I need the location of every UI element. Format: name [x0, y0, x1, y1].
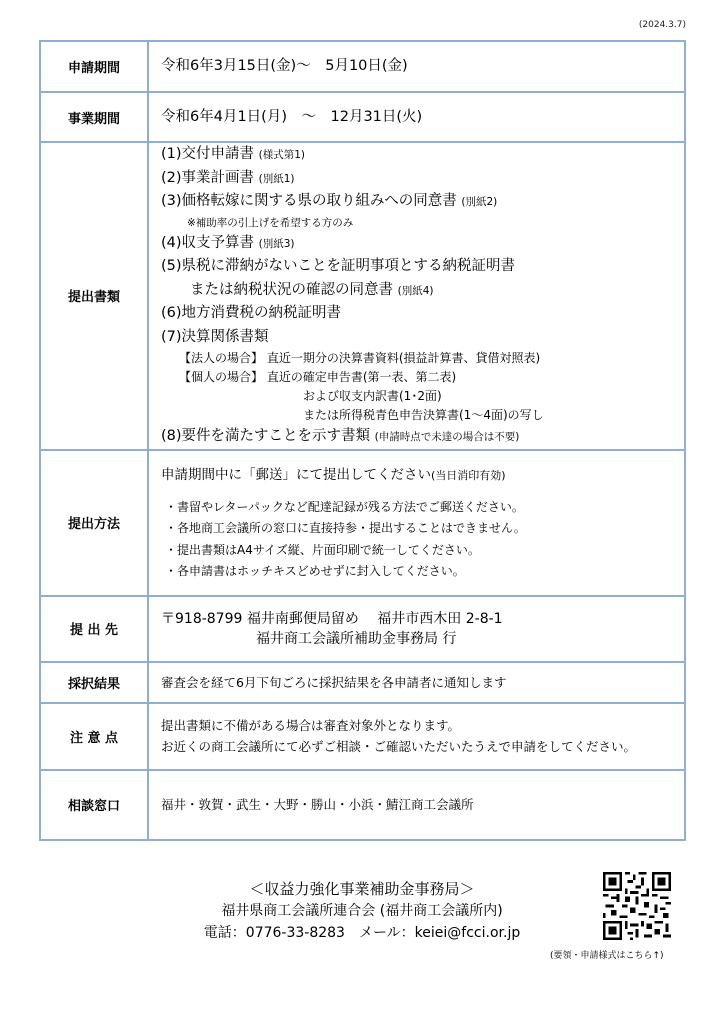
- qr-caption: (要領・申請様式はこちら↑): [550, 951, 664, 961]
- consult-value: 福井・敦賀・武生・大野・勝山・小浜・鯖江商工会議所: [161, 797, 474, 812]
- cell-consult: [148, 770, 685, 840]
- caution-line-2: お近くの商工会議所にて必ずご相談・ご確認いただいたうえで申請をしてください。: [161, 739, 637, 754]
- label-method: 提出方法: [40, 450, 148, 596]
- row-project-period: [40, 92, 685, 142]
- label-application-period: 申請期間: [40, 41, 148, 92]
- destination-line-2: 福井商工会議所補助金事務局 行: [256, 630, 457, 647]
- doc-indiv-line-3: または所得税青色申告決算書(1～4面)の写し: [303, 408, 544, 422]
- method-bullet-1: ・書留やレターパックなど配達記録が残る方法でご郵送ください。: [165, 499, 524, 514]
- doc-item-3-subnote: ※補助率の引上げを希望する方のみ: [187, 216, 354, 229]
- cell-result: [148, 662, 685, 703]
- doc-item-3: (3)価格転嫁に関する県の取り組みへの同意書 (別紙2): [161, 193, 498, 209]
- doc-item-4: (4)収支予算書 (別紙3): [161, 234, 295, 251]
- method-bullet-3: ・提出書類はA4サイズ縦、片面印刷で統一してください。: [165, 542, 480, 557]
- label-result: 採択結果: [40, 662, 148, 703]
- label-documents: 提出書類: [40, 142, 148, 450]
- doc-item-1: (1)交付申請書 (様式第1): [161, 146, 306, 162]
- doc-item-5-cont: または納税状況の確認の同意書 (別紙4): [161, 281, 434, 298]
- project-period-value: 令和6年4月1日(月) ～ 12月31日(火): [161, 108, 423, 125]
- doc-item-7: (7)決算関係書類: [161, 328, 269, 345]
- doc-indiv-line: 【個人の場合】 直近の確定申告書(第一表、第二表): [179, 370, 457, 384]
- method-bullet-4: ・各申請書はホッチキスどめせずに封入してください。: [165, 564, 465, 578]
- destination-line-1: 〒918-8799 福井南郵便局留め 福井市西木田 2-8-1: [161, 610, 503, 627]
- info-table: [39, 40, 686, 841]
- doc-item-6: (6)地方消費税の納税証明書: [161, 305, 342, 321]
- doc-corp-line: 【法人の場合】 直近一期分の決算書資料(損益計算書、貸借対照表): [179, 351, 541, 365]
- cell-caution: [148, 703, 685, 770]
- row-result: [40, 662, 685, 703]
- row-documents: [40, 142, 685, 450]
- cell-application-period: [148, 41, 685, 92]
- caution-line-1: 提出書類に不備がある場合は審査対象外となります。: [161, 718, 461, 733]
- cell-documents: [148, 142, 685, 450]
- cell-project-period: [148, 92, 685, 142]
- cell-method: [148, 450, 685, 596]
- method-bullet-2: ・各地商工会議所の窓口に直接持参・提出することはできません。: [165, 521, 526, 535]
- doc-item-5: (5)県税に滞納がないことを証明事項とする納税証明書: [161, 258, 516, 274]
- doc-indiv-line-2: および収支内訳書(1･2面): [303, 389, 442, 403]
- row-destination: [40, 596, 685, 662]
- doc-item-8: (8)要件を満たすことを示す書類 (申請時点で未達の場合は不要): [161, 428, 520, 444]
- cell-destination: [148, 596, 685, 662]
- application-period-value: 令和6年3月15日(金)～ 5月10日(金): [161, 58, 408, 75]
- row-method: [40, 450, 685, 596]
- label-project-period: 事業期間: [40, 92, 148, 142]
- label-caution: 注 意 点: [40, 703, 148, 770]
- method-head: 申請期間中に「郵送」にて提出してください(当日消印有効): [161, 466, 506, 483]
- row-caution: [40, 703, 685, 770]
- doc-item-2: (2)事業計画書 (別紙1): [161, 169, 295, 186]
- footer-office: ＜収益力強化事業補助金事務局＞: [249, 880, 475, 898]
- row-application-period: [40, 41, 685, 92]
- label-destination: 提 出 先: [40, 596, 148, 662]
- footer-org: 福井県商工会議所連合会 (福井商工会議所内): [221, 903, 503, 919]
- label-consult: 相談窓口: [40, 770, 148, 840]
- row-consult: [40, 770, 685, 840]
- date-stamp: (2024.3.7): [638, 20, 686, 30]
- footer-contact: 電話：0776-33-8283 メール：keiei@fcci.or.jp: [203, 925, 521, 941]
- qr-code-icon[interactable]: [603, 872, 671, 940]
- result-value: 審査会を経て6月下旬ごろに採択結果を各申請者に通知します: [161, 674, 507, 690]
